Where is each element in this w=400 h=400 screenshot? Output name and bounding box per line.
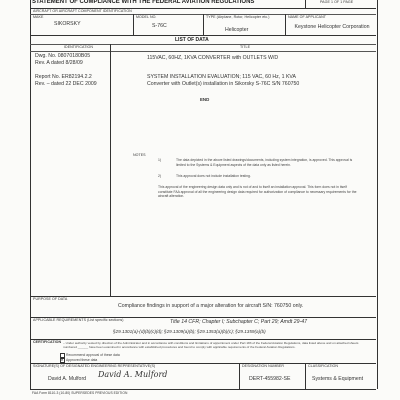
type-value: Helicopter	[225, 27, 249, 33]
recommend-approval-label: Recommend approval of these data	[66, 353, 120, 357]
designation-value: DERT-455982-SE	[249, 376, 291, 382]
row-title: SYSTEM INSTALLATION EVALUATION; 115 VAC, 60 Hz, 1 KVA	[147, 74, 296, 80]
note-text: The data depicted in the above listed drawings/documents, including system integration, is approved. This approval is limited to the Systems & Equipment aspects of the data only as listed herein.	[176, 158, 353, 167]
note-text: This approval does not include installation testing.	[176, 174, 251, 178]
certification-label: CERTIFICATION	[33, 340, 62, 344]
designation-label: DESIGNATION NUMBER	[242, 364, 284, 368]
make-label: MAKE	[33, 15, 44, 19]
col-identification: IDENTIFICATION	[64, 45, 93, 49]
row-title: 115VAC, 60HZ, 1KVA CONVERTER with OUTLETS W/D	[147, 55, 279, 61]
der-signature: David A. Mulford	[98, 370, 168, 379]
applicant-value: Keystone Helicopter Corporation	[294, 24, 370, 30]
certification-text: – Under authority vested by direction of the Administrator and in accordance with conditions and limitations of appointment under Part 183 of the Federal Aviation Regulations, data listed above and on attached sheets numbered ______ have been examined in accordance with established procedures and found to comply with applicable requirements of the Federal Aviation Regulations.	[63, 341, 359, 350]
classification-label: CLASSIFICATION	[308, 364, 338, 368]
col-title: TITLE	[240, 45, 251, 49]
applicant-label: NAME OF APPLICANT	[288, 15, 326, 19]
approved-label: Approved these data	[66, 358, 98, 362]
row-title-line2: Converter with Outlet(s) installation in Sikorsky S-76C S/N 760750	[147, 81, 300, 87]
note-number: 1)	[158, 158, 162, 162]
page-count: PAGE 1 OF 1 PAGE	[320, 0, 354, 4]
note-number: 2)	[158, 174, 162, 178]
ident-label: AIRCRAFT OR AIRCRAFT COMPONENT IDENTIFICATION	[33, 9, 132, 13]
regs-line-2: §29.1301(a)-(d)(b)(c)(d); §29.1309(a)(b); §29.1353(a)(b)(c); §29.1359(a)(b)	[113, 329, 266, 334]
row-rev: Rev. A dated 8/28/09	[35, 60, 83, 66]
notes-paragraph: This approval of the engineering design data only and is not of and to itself an installation approval. This form does not in itself constitute FAA approval of all the engineering design data required for authorization of compliance to necessary requirements for the aircraft alteration.	[158, 185, 357, 199]
der-name: David A. Mulford	[48, 376, 87, 382]
model-value: S-76C	[152, 23, 167, 29]
row-id: Dwg. No. 08070180B05	[35, 53, 91, 59]
list-of-data-heading: LIST OF DATA	[175, 37, 209, 43]
end-marker: END	[200, 97, 210, 102]
row-id: Report No. ER82194.2.2	[35, 74, 92, 80]
regs-line-1: Title 14 CFR; Chapter I; Subchapter C; Part 29; Amdt 29-47	[170, 319, 308, 325]
signature-label: SIGNATURE(S) OF DESIGNATED ENGINEERING REPRESENTATIVE(S)	[33, 364, 156, 368]
purpose-label: PURPOSE OF DATA	[33, 297, 68, 301]
type-label: TYPE (Airplane, Rotor, Helicopter etc.)	[206, 15, 270, 19]
form-number: FAA Form 8110-3 (10-80) SUPERSEDES PREVIOUS EDITION	[32, 391, 128, 395]
form-title: STATEMENT OF COMPLIANCE WITH THE FEDERAL AVIATION REGULATIONS	[32, 0, 255, 5]
make-value: SIKORSKY	[54, 21, 81, 27]
model-label: MODEL NO.	[136, 15, 157, 19]
regs-label: APPLICABLE REQUIREMENTS (List specific sections)	[33, 318, 124, 322]
classification-value: Systems & Equipment	[312, 376, 364, 382]
row-rev: Rev. – dated 22 DEC 2009	[35, 81, 97, 87]
purpose-text: Compliance findings in support of a major alteration for aircraft S/N: 760750 only.	[118, 303, 304, 309]
notes-label: NOTES	[133, 153, 146, 157]
